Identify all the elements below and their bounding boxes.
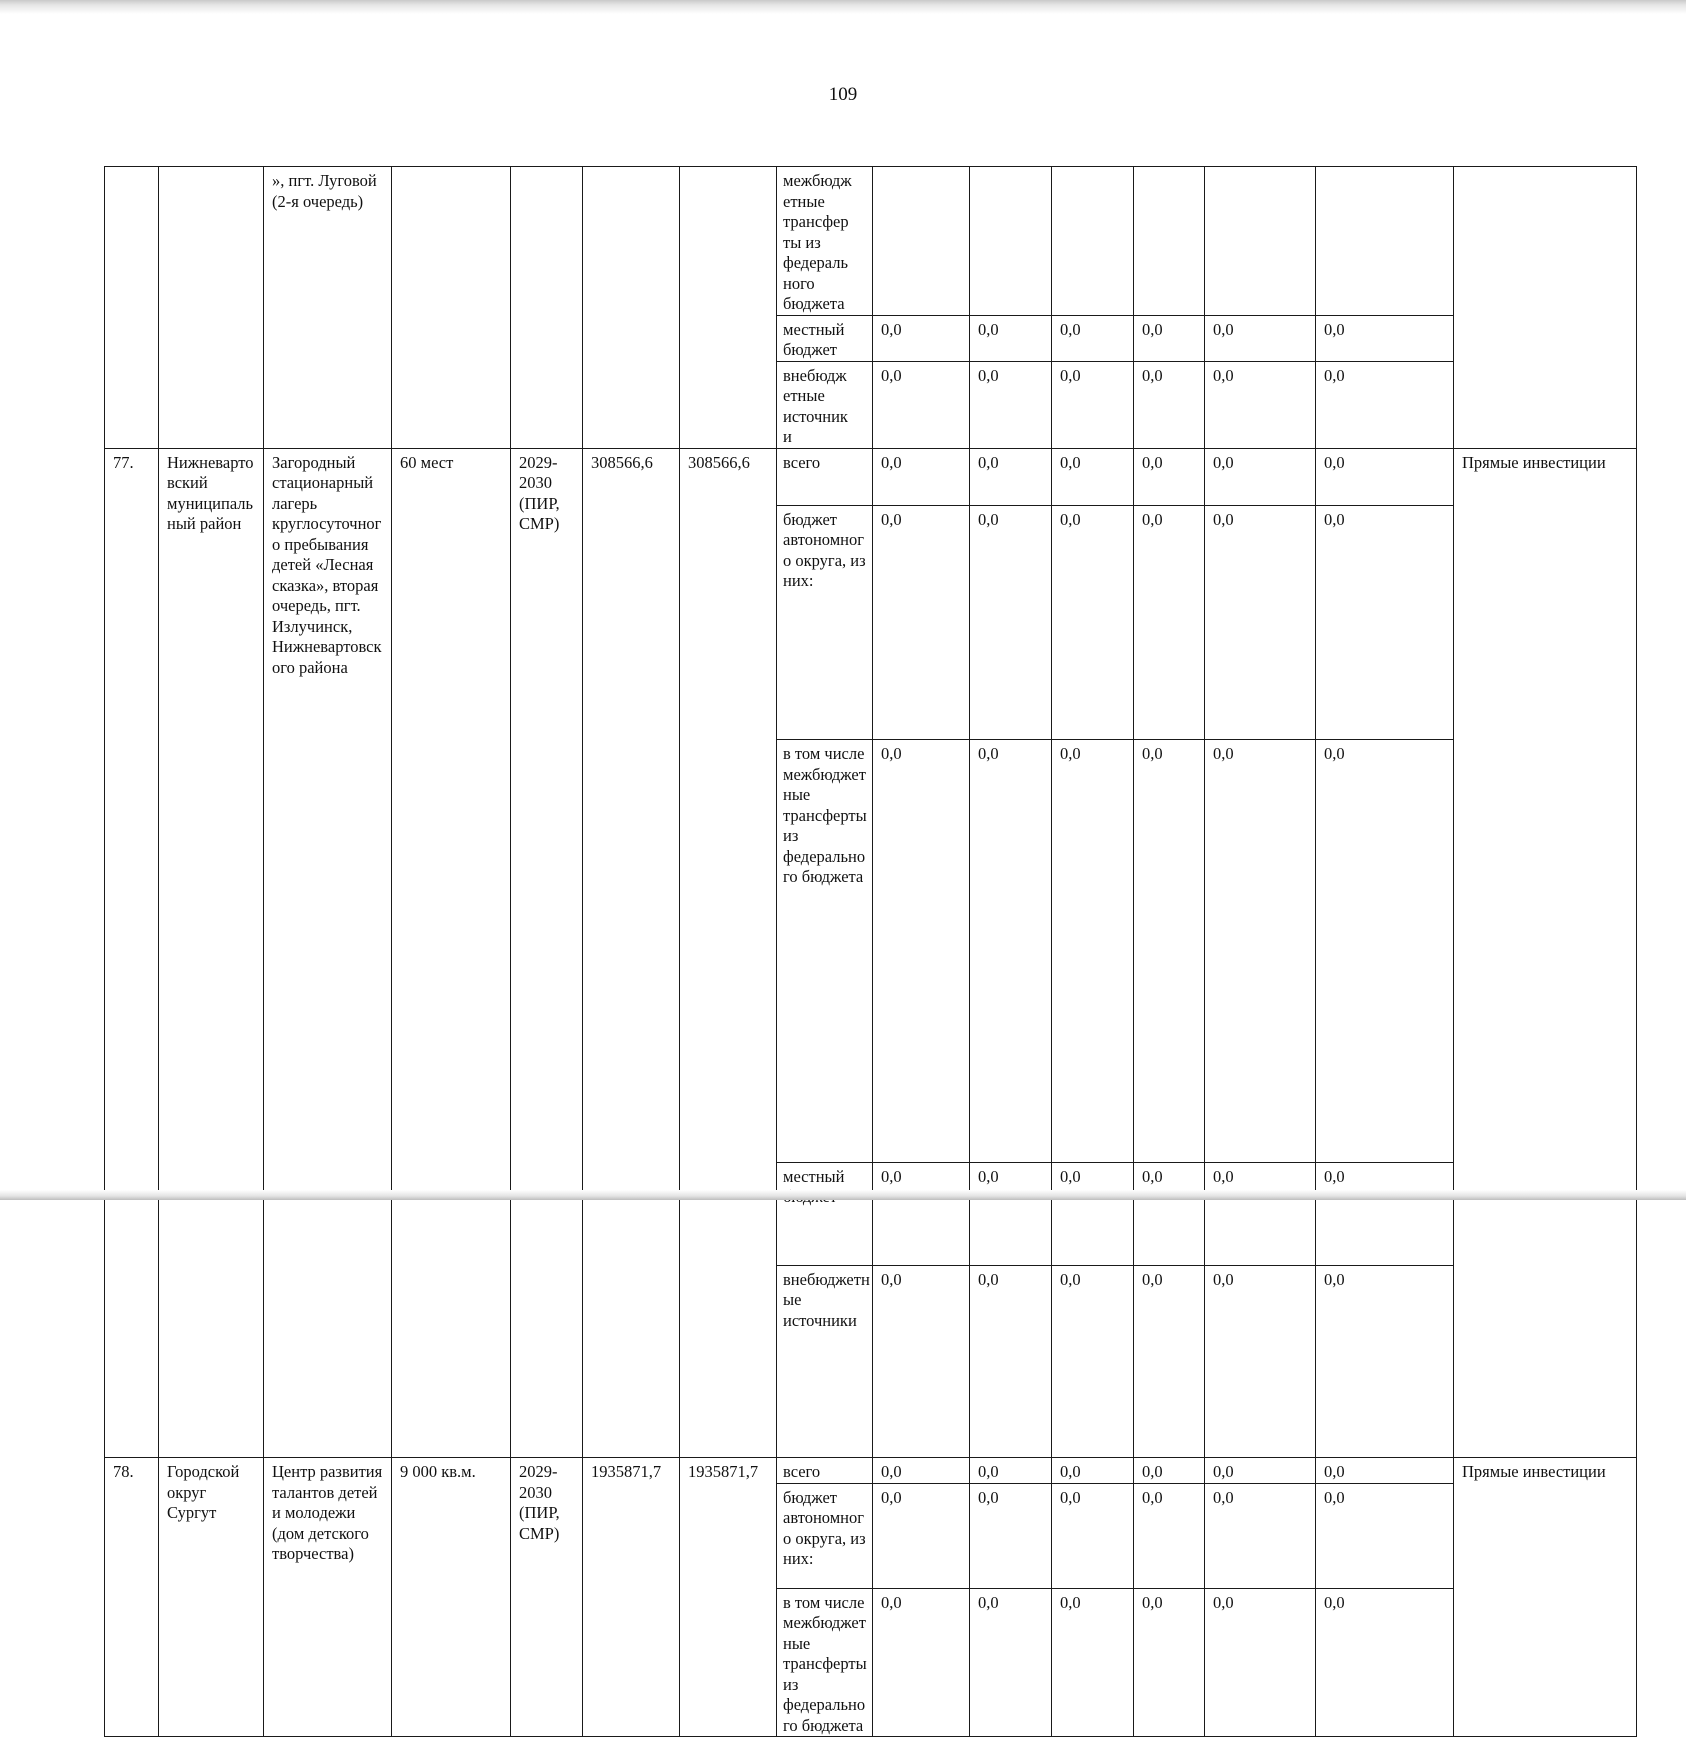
value-cell: 0,0 bbox=[1134, 448, 1205, 505]
value-cell: 0,0 bbox=[873, 361, 970, 448]
value-cell bbox=[970, 167, 1052, 316]
municipality-cell: Нижневартовский муниципальный район bbox=[159, 448, 264, 1458]
cost-total-cell: 1935871,7 bbox=[680, 1458, 777, 1737]
funding-source-label: местный bbox=[777, 1162, 873, 1265]
row-number-cell: 78. bbox=[105, 1458, 159, 1737]
value-cell: 0,0 bbox=[1052, 361, 1134, 448]
capacity-cell: 9 000 кв.м. bbox=[392, 1458, 511, 1737]
value-cell: 0,0 bbox=[1134, 1265, 1205, 1457]
period-cell bbox=[511, 167, 583, 449]
row-number-cell: 77. bbox=[105, 448, 159, 1458]
value-cell: 0,0 bbox=[873, 1162, 970, 1265]
value-cell bbox=[1052, 167, 1134, 316]
funding-source-label: внебюджетные источники bbox=[777, 1265, 873, 1457]
value-cell: 0,0 bbox=[1052, 315, 1134, 361]
value-cell: 0,0 bbox=[1205, 1458, 1316, 1484]
value-cell: 0,0 bbox=[1134, 505, 1205, 740]
table-row bbox=[105, 1458, 1637, 1484]
funding-source-label: бюджет автономного округа, из них: bbox=[777, 1483, 873, 1588]
funding-source-label: всего bbox=[777, 1458, 873, 1484]
scan-edge-top bbox=[0, 0, 1686, 14]
value-cell: 0,0 bbox=[1134, 740, 1205, 1163]
value-cell: 0,0 bbox=[1205, 1265, 1316, 1457]
table-row bbox=[105, 167, 1637, 316]
value-cell: 0,0 bbox=[970, 361, 1052, 448]
value-cell: 0,0 bbox=[873, 1588, 970, 1737]
value-cell: 0,0 bbox=[1134, 1458, 1205, 1484]
capacity-cell bbox=[392, 167, 511, 449]
value-cell: 0,0 bbox=[1134, 1483, 1205, 1588]
value-cell: 0,0 bbox=[970, 1588, 1052, 1737]
value-cell: 0,0 bbox=[1316, 1588, 1454, 1737]
investment-form-cell: Прямые инвестиции bbox=[1454, 448, 1637, 1458]
funding-source-label: в том числе межбюджетные трансферты из федерального бюджета bbox=[777, 1588, 873, 1737]
value-cell: 0,0 bbox=[970, 315, 1052, 361]
value-cell: 0,0 bbox=[1205, 1483, 1316, 1588]
value-cell: 0,0 bbox=[970, 448, 1052, 505]
municipality-cell bbox=[159, 167, 264, 449]
value-cell: 0,0 bbox=[1052, 448, 1134, 505]
value-cell: 0,0 bbox=[1205, 1162, 1316, 1265]
value-cell: 0,0 bbox=[970, 1483, 1052, 1588]
row-number-cell bbox=[105, 167, 159, 449]
value-cell: 0,0 bbox=[1052, 1483, 1134, 1588]
cost-estimate-cell: 1935871,7 bbox=[583, 1458, 680, 1737]
capacity-cell: 60 мест bbox=[392, 448, 511, 1458]
value-cell: 0,0 bbox=[1316, 1458, 1454, 1484]
value-cell: 0,0 bbox=[873, 1483, 970, 1588]
value-cell bbox=[1134, 167, 1205, 316]
value-cell: 0,0 bbox=[970, 1458, 1052, 1484]
funding-source-label: бюджет автономного округа, из них: bbox=[777, 505, 873, 740]
value-cell: 0,0 bbox=[873, 505, 970, 740]
object-name-cell: Загородный стационарный лагерь круглосуточного пребывания детей «Лесная сказка», вторая очередь, пгт. Излучинск, Нижневартовского района bbox=[264, 448, 392, 1458]
cost-estimate-cell bbox=[583, 167, 680, 449]
cost-total-cell: 308566,6 bbox=[680, 448, 777, 1458]
value-cell: 0,0 bbox=[873, 740, 970, 1163]
value-cell: 0,0 bbox=[873, 448, 970, 505]
value-cell: 0,0 bbox=[873, 1458, 970, 1484]
value-cell: 0,0 bbox=[1316, 361, 1454, 448]
value-cell: 0,0 bbox=[1052, 1588, 1134, 1737]
investment-form-cell bbox=[1454, 167, 1637, 449]
funding-source-label: местный бюджет bbox=[777, 315, 873, 361]
value-cell: 0,0 bbox=[873, 315, 970, 361]
value-cell: 0,0 bbox=[1205, 740, 1316, 1163]
table-row bbox=[105, 448, 1637, 505]
municipality-cell: Городской округ Сургут bbox=[159, 1458, 264, 1737]
value-cell: 0,0 bbox=[1205, 505, 1316, 740]
value-cell: 0,0 bbox=[970, 740, 1052, 1163]
value-cell: 0,0 bbox=[873, 1265, 970, 1457]
value-cell: 0,0 bbox=[1205, 315, 1316, 361]
cost-total-cell bbox=[680, 167, 777, 449]
period-cell: 2029-2030 (ПИР, СМР) bbox=[511, 1458, 583, 1737]
value-cell: 0,0 bbox=[1134, 315, 1205, 361]
value-cell: 0,0 bbox=[1134, 361, 1205, 448]
page-number: 109 bbox=[828, 84, 858, 105]
value-cell: 0,0 bbox=[1205, 1588, 1316, 1737]
period-cell: 2029-2030 (ПИР, СМР) bbox=[511, 448, 583, 1458]
cost-estimate-cell: 308566,6 bbox=[583, 448, 680, 1458]
value-cell: 0,0 bbox=[1316, 740, 1454, 1163]
object-name-cell: », пгт. Луговой (2-я очередь) bbox=[264, 167, 392, 449]
funding-source-label: межбюдж етные трансфер ты из федераль ного бюджета bbox=[777, 167, 873, 316]
value-cell: 0,0 bbox=[1316, 1483, 1454, 1588]
value-cell: 0,0 bbox=[1316, 1162, 1454, 1265]
value-cell: 0,0 bbox=[1316, 1265, 1454, 1457]
investment-table bbox=[104, 166, 1637, 1737]
value-cell: 0,0 bbox=[1316, 315, 1454, 361]
value-cell: 0,0 bbox=[1134, 1588, 1205, 1737]
scan-edge-bottom bbox=[0, 1190, 1686, 1200]
value-cell: 0,0 bbox=[1205, 361, 1316, 448]
value-cell: 0,0 bbox=[1205, 448, 1316, 505]
investment-form-cell: Прямые инвестиции bbox=[1454, 1458, 1637, 1737]
funding-source-label: внебюдж етные источник и bbox=[777, 361, 873, 448]
value-cell bbox=[1316, 167, 1454, 316]
value-cell: 0,0 bbox=[1052, 1458, 1134, 1484]
value-cell: 0,0 bbox=[1134, 1162, 1205, 1265]
value-cell: 0,0 bbox=[1316, 505, 1454, 740]
value-cell bbox=[873, 167, 970, 316]
value-cell: 0,0 bbox=[1316, 448, 1454, 505]
value-cell: 0,0 bbox=[1052, 1265, 1134, 1457]
value-cell: 0,0 bbox=[1052, 505, 1134, 740]
value-cell: 0,0 bbox=[970, 505, 1052, 740]
value-cell: 0,0 bbox=[970, 1162, 1052, 1265]
funding-source-label: всего bbox=[777, 448, 873, 505]
value-cell: 0,0 bbox=[1052, 1162, 1134, 1265]
value-cell: 0,0 bbox=[970, 1265, 1052, 1457]
value-cell bbox=[1205, 167, 1316, 316]
funding-source-label: в том числе межбюджетные трансферты из федерального бюджета bbox=[777, 740, 873, 1163]
value-cell: 0,0 bbox=[1052, 740, 1134, 1163]
object-name-cell: Центр развития талантов детей и молодежи (дом детского творчества) bbox=[264, 1458, 392, 1737]
